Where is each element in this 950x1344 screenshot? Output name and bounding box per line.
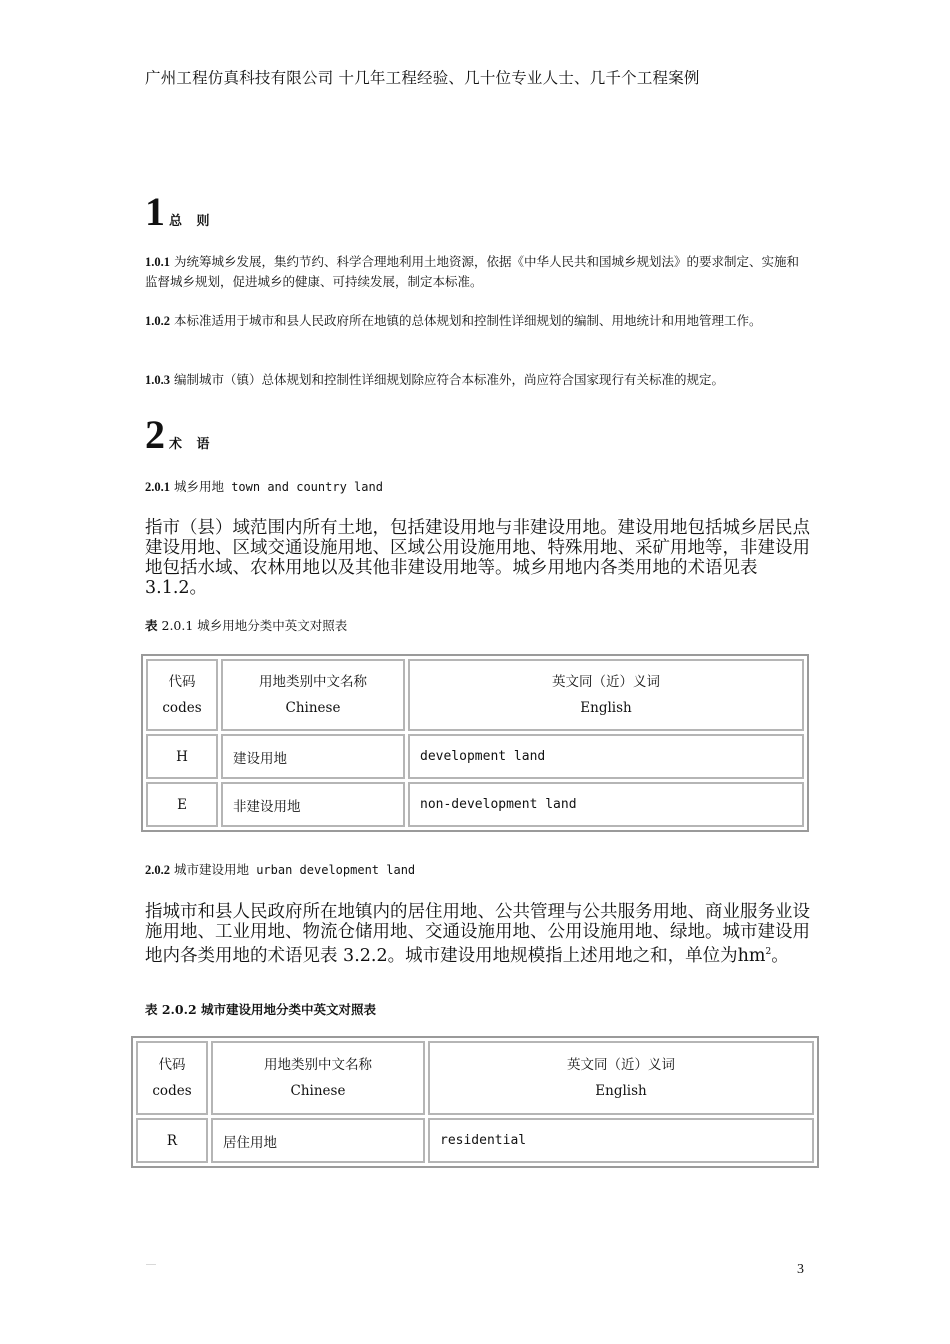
chapter-2-heading [145, 412, 215, 457]
term-cn: 城市建设用地 [170, 862, 249, 877]
header-en: codes [152, 1083, 192, 1099]
caption-text: 表 2.0.2 城市建设用地分类中英文对照表 [145, 1002, 377, 1017]
cn-cell: 居住用地 [211, 1118, 425, 1163]
en-cell: non-development land [408, 782, 804, 827]
clause-number: 1.0.3 [145, 373, 170, 387]
term-2-0-1-definition: 指市（县）域范围内所有土地，包括建设用地与非建设用地。建设用地包括城乡居民点建设用地、区域交通设施用地、区域公用设施用地、特殊用地、采矿用地等，非建设用地包括水域、农林用地以及其他非建设用地等。城乡用地内各类用地的术语见表 3.1.2。 [145, 518, 810, 598]
definition-text: 指城市和县人民政府所在地镇内的居住用地、公共管理与公共服务用地、商业服务业设施用地、工业用地、物流仓储用地、交通设施用地、公用设施用地、绿地。城市建设用地内各类用地的术语见表 3.2.2。城市建设用地规模指上述用地之和，单位为hm [145, 902, 810, 966]
term-en: urban development land [248, 863, 416, 877]
table-1 [141, 654, 809, 832]
table-row [136, 1118, 814, 1163]
header-cn: 英文同（近）义词 [567, 1057, 675, 1073]
chapter-1-heading [145, 189, 215, 234]
table-row [146, 782, 804, 827]
term-number: 2.0.1 [145, 480, 170, 494]
en-cell: residential [428, 1118, 814, 1163]
cn-cell: 建设用地 [221, 734, 405, 779]
header-cell-chinese [211, 1041, 425, 1115]
clause-number: 1.0.2 [145, 314, 170, 328]
table-2-caption [145, 1000, 376, 1018]
table-2 [131, 1036, 819, 1168]
header-cell-english [408, 659, 804, 731]
header-cn: 用地类别中文名称 [264, 1057, 372, 1073]
table-row [146, 734, 804, 779]
definition-end: 。 [771, 945, 789, 966]
en-cell: development land [408, 734, 804, 779]
chapter-number: 1 [145, 189, 165, 234]
code-cell: R [136, 1118, 208, 1163]
header-en: English [580, 700, 632, 716]
term-en: town and country land [223, 480, 383, 494]
header-cn: 代码 [158, 1057, 186, 1073]
code-cell: H [146, 734, 218, 779]
clause-text: 为统筹城乡发展，集约节约、科学合理地利用土地资源，依据《中华人民共和国城乡规划法》的要求制定、实施和监督城乡规划，促进城乡的健康、可持续发展，制定本标准。 [145, 254, 799, 289]
clause-number: 1.0.1 [145, 255, 170, 269]
header-cn: 用地类别中文名称 [259, 674, 367, 690]
chapter-number: 2 [145, 412, 165, 457]
term-2-0-1 [145, 477, 383, 495]
table-1-caption [145, 616, 347, 634]
clause-1-0-2 [145, 311, 810, 331]
header-en: Chinese [290, 1083, 346, 1099]
header-en: codes [162, 700, 202, 716]
header-cell-codes [136, 1041, 208, 1115]
table-header-row [136, 1041, 814, 1115]
clause-text: 本标准适用于城市和县人民政府所在地镇的总体规划和控制性详细规划的编制、用地统计和用地管理工作。 [170, 313, 762, 328]
chapter-title: 术 语 [169, 437, 215, 452]
header-cell-english [428, 1041, 814, 1115]
header-cell-chinese [221, 659, 405, 731]
table-header-row [146, 659, 804, 731]
page-number: 3 [797, 1262, 804, 1277]
term-2-0-2-definition [145, 902, 815, 966]
term-2-0-2 [145, 860, 415, 878]
clause-1-0-3 [145, 370, 810, 390]
footer-mark [146, 1264, 156, 1265]
code-cell: E [146, 782, 218, 827]
header-cell-codes [146, 659, 218, 731]
header-cn: 英文同（近）义词 [552, 674, 660, 690]
caption-label: 表 [145, 618, 158, 633]
header-en: English [595, 1083, 647, 1099]
header-cn: 代码 [168, 674, 196, 690]
cn-cell: 非建设用地 [221, 782, 405, 827]
term-cn: 城乡用地 [170, 479, 224, 494]
unit-superscript: 2 [765, 947, 772, 957]
page-header: 广州工程仿真科技有限公司 十几年工程经验、几十位专业人士、几千个工程案例 [145, 69, 700, 87]
caption-text: 2.0.1 城乡用地分类中英文对照表 [157, 618, 348, 633]
term-number: 2.0.2 [145, 863, 170, 877]
header-en: Chinese [285, 700, 341, 716]
chapter-title: 总 则 [169, 214, 215, 229]
clause-text: 编制城市（镇）总体规划和控制性详细规划除应符合本标准外，尚应符合国家现行有关标准的规定。 [170, 372, 724, 387]
clause-1-0-1 [145, 252, 810, 291]
